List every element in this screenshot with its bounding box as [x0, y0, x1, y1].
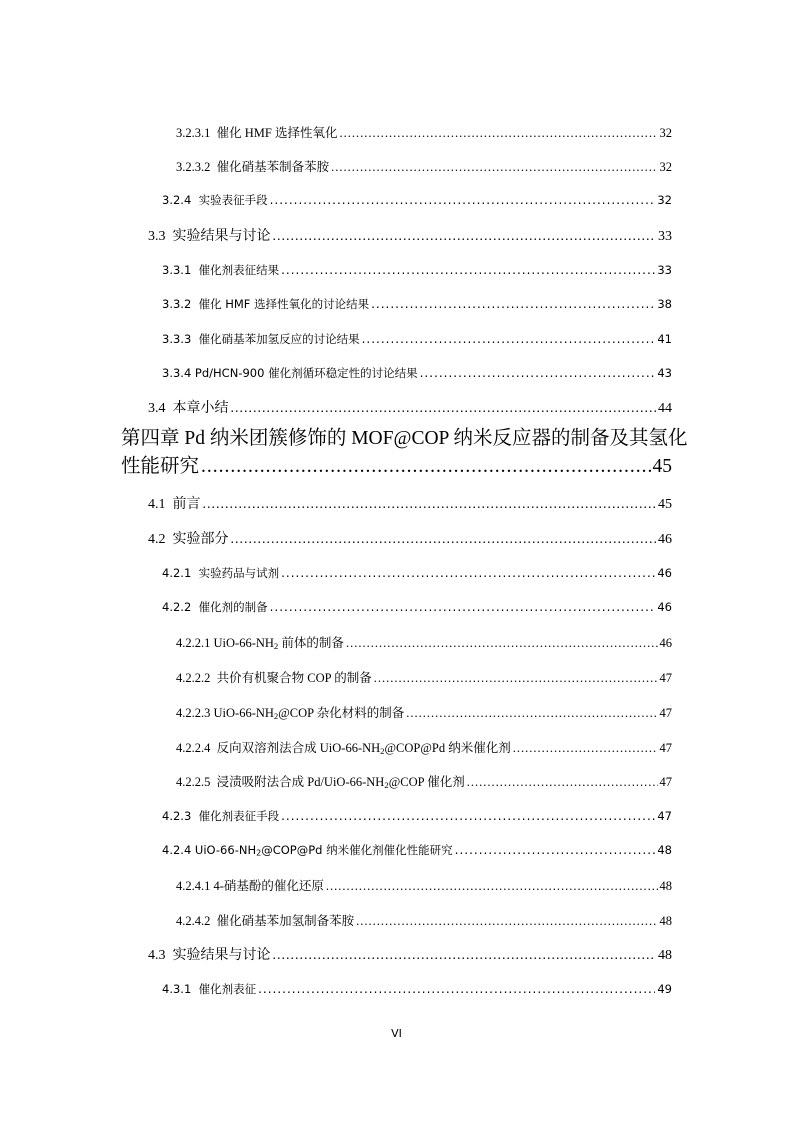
- toc-entry-text: 4.2.2.2 共价有机聚合物 COP 的制备: [176, 671, 372, 685]
- toc-entry[interactable]: [176, 668, 672, 686]
- toc-leader-dots: [467, 775, 658, 790]
- toc-entry[interactable]: [162, 331, 672, 347]
- toc-leader-dots: [339, 126, 657, 141]
- toc-entry-text: 3.3 实验结果与讨论: [148, 229, 271, 244]
- toc-entry-text: 3.2.4 实验表征手段: [162, 193, 268, 207]
- toc-entry[interactable]: [148, 397, 672, 417]
- toc-entry-text: 4.2.2.5 浸渍吸附法合成 $Pd/UiO-66-NH_2@COP$ 催化剂: [176, 775, 465, 790]
- toc-entry-text: 3.3.3 催化硝基苯加氢反应的讨论结果: [162, 332, 360, 346]
- toc-leader-dots: [281, 566, 655, 580]
- toc-entry[interactable]: [176, 876, 672, 894]
- toc-page-number: 48: [659, 914, 672, 928]
- toc-page-number: 38: [657, 297, 672, 311]
- toc-entry[interactable]: [176, 738, 672, 756]
- toc-entry[interactable]: [176, 703, 672, 721]
- toc-page-number: 47: [657, 809, 672, 823]
- toc-entry[interactable]: [148, 944, 672, 964]
- toc-entry[interactable]: [176, 123, 672, 141]
- toc-leader-dots: [273, 229, 657, 245]
- toc-leader-dots: [281, 809, 655, 823]
- toc-leader-dots: [281, 263, 655, 277]
- toc-leader-dots: [513, 741, 658, 756]
- toc-chapter-title-line1: 第四章 Pd 纳米团簇修饰的 MOF@COP 纳米反应器的制备及其氢化: [121, 428, 688, 449]
- toc-leader-dots: [326, 879, 658, 894]
- toc-entry-text: 4.1 前言: [148, 497, 201, 512]
- toc-entry[interactable]: [162, 365, 672, 381]
- toc-page-number: 44: [658, 401, 672, 416]
- toc-chapter-entry[interactable]: [121, 425, 688, 481]
- toc-leader-dots: [346, 636, 658, 651]
- toc-leader-dots: [231, 401, 657, 417]
- toc-page-number: 32: [659, 126, 672, 140]
- toc-page-number: 32: [657, 193, 672, 207]
- toc-entry[interactable]: [148, 528, 672, 548]
- toc-chapter-title-line2: 性能研究: [121, 456, 200, 477]
- toc-entry-text: 4.2.4.1 4-硝基酚的催化还原: [176, 879, 324, 893]
- toc-entry-text: 4.3.1 催化剂表征: [162, 982, 257, 996]
- toc-entry[interactable]: [148, 493, 672, 513]
- toc-entry[interactable]: [176, 772, 672, 790]
- toc-page-number: 47: [659, 741, 672, 755]
- toc-entry-text: 4.2.2.4 反向双溶剂法合成 UiO-$66-NH_2@COP@Pd$ 纳米催化剂: [176, 741, 511, 756]
- toc-page-number: 48: [657, 843, 672, 857]
- toc-chapter-title-line2-row: [121, 453, 672, 481]
- toc-entry-text: 4.2.4.2 催化硝基苯加氢制备苯胺: [176, 914, 355, 928]
- toc-entry[interactable]: [162, 808, 672, 824]
- toc-page-number: 48: [658, 948, 672, 963]
- toc-entry[interactable]: [162, 565, 672, 581]
- toc-entry[interactable]: [162, 296, 672, 312]
- page-number-footer: VI: [391, 1027, 402, 1040]
- toc-leader-dots: [201, 453, 650, 481]
- toc-entry[interactable]: [162, 599, 672, 615]
- toc-entry-text: 3.4 本章小结: [148, 401, 229, 416]
- toc-entry-text: 4.2 实验部分: [148, 532, 229, 547]
- toc-page-number: 45: [658, 497, 672, 512]
- toc-entry[interactable]: [162, 981, 672, 997]
- toc-page-number: 41: [657, 332, 672, 346]
- toc-page-number: 46: [657, 600, 672, 614]
- toc-page-number: 47: [659, 706, 672, 720]
- toc-leader-dots: [258, 982, 655, 996]
- toc-entry[interactable]: [176, 157, 672, 175]
- toc-leader-dots: [362, 332, 656, 346]
- toc-entry-text: 3.3.1 催化剂表征结果: [162, 263, 280, 277]
- toc-leader-dots: [270, 193, 656, 207]
- toc-entry[interactable]: [162, 192, 672, 208]
- toc-page-number: 32: [659, 160, 672, 174]
- toc-entry[interactable]: [176, 633, 672, 651]
- toc-leader-dots: [273, 948, 657, 964]
- toc-entry-text: 4.2.2.1 UiO-$66-NH_2$ 前体的制备: [176, 636, 344, 651]
- toc-page-number: 49: [657, 982, 672, 996]
- toc-page-number: 33: [658, 229, 672, 244]
- toc-leader-dots: [455, 843, 656, 857]
- toc-entry-text: 4.3 实验结果与讨论: [148, 948, 271, 963]
- toc-entry-text: 4.2.1 实验药品与试剂: [162, 566, 280, 580]
- toc-leader-dots: [406, 706, 657, 721]
- toc-leader-dots: [231, 532, 657, 548]
- toc-page-number: 33: [657, 263, 672, 277]
- toc-page-number: 47: [659, 775, 672, 789]
- toc-page-number: 47: [659, 671, 672, 685]
- toc-page-number: 46: [658, 532, 672, 547]
- toc-page-number: 45: [652, 456, 672, 477]
- toc-entry-text: 3.3.2 催化 HMF 选择性氧化的讨论结果: [162, 297, 370, 311]
- toc-leader-dots: [420, 366, 656, 380]
- toc-entry-text: 4.2.3 催化剂表征手段: [162, 809, 280, 823]
- toc-entry-text: 4.2.2.3 UiO-$66-NH_2@COP$ 杂化材料的制备: [176, 706, 405, 721]
- toc-leader-dots: [356, 914, 657, 929]
- toc-entry[interactable]: [162, 262, 672, 278]
- toc-page-number: 48: [659, 879, 672, 893]
- toc-entry-text: 3.2.3.1 催化 HMF 选择性氧化: [176, 126, 338, 140]
- toc-entry[interactable]: [162, 842, 672, 858]
- toc-leader-dots: [371, 297, 655, 311]
- toc-leader-dots: [374, 671, 658, 686]
- toc-page-number: 46: [657, 566, 672, 580]
- toc-entry-text: 4.2.4 UiO-$66-NH_2@COP@Pd$ 纳米催化剂催化性能研究: [162, 843, 453, 858]
- toc-entry[interactable]: [176, 911, 672, 929]
- toc-entry-text: 3.3.4 Pd/HCN-900 催化剂循环稳定性的讨论结果: [162, 366, 418, 380]
- toc-entry[interactable]: [148, 225, 672, 245]
- toc-page-number: 43: [657, 366, 672, 380]
- toc-leader-dots: [203, 497, 657, 513]
- toc-leader-dots: [331, 160, 657, 175]
- toc-entry-text: 4.2.2 催化剂的制备: [162, 600, 268, 614]
- toc-page-number: 46: [659, 636, 672, 650]
- toc-leader-dots: [270, 600, 656, 614]
- toc-entry-text: 3.2.3.2 催化硝基苯制备苯胺: [176, 160, 330, 174]
